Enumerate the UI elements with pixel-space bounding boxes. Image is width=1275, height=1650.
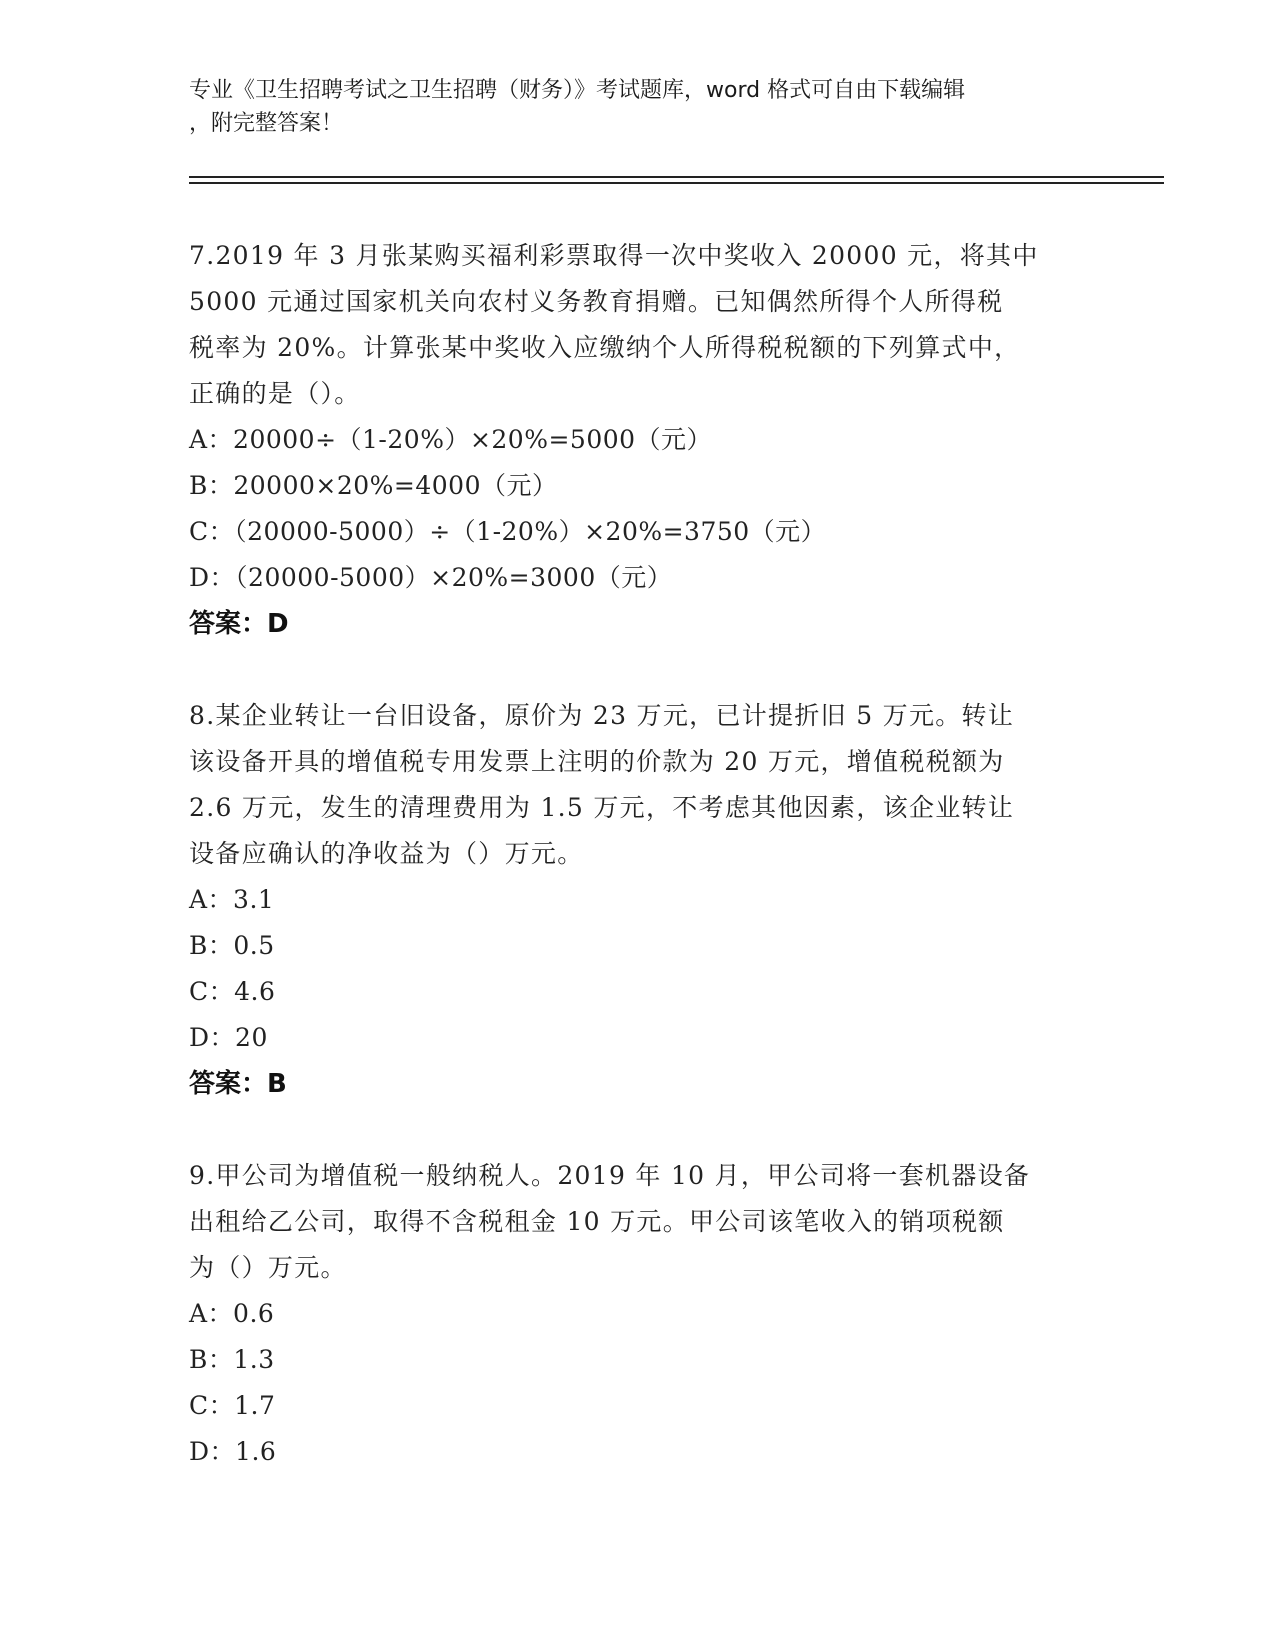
option-list [189, 1291, 1089, 1475]
answer: 答案：B [189, 1069, 287, 1099]
question-text [189, 693, 1089, 877]
option-list [189, 877, 1089, 1061]
question-line: 该设备开具的增值税专用发票上注明的价款为 20 万元，增值税税额为 [189, 747, 1005, 776]
question-line: 出租给乙公司，取得不含税租金 10 万元。甲公司该笔收入的销项税额 [189, 1207, 1005, 1236]
question-line: 9.甲公司为增值税一般纳税人。2019 年 10 月，甲公司将一套机器设备 [189, 1161, 1031, 1190]
question-line: 7.2019 年 3 月张某购买福利彩票取得一次中奖收入 20000 元，将其中 [189, 241, 1039, 270]
option-d: D：20 [189, 1023, 268, 1052]
question-line: 8.某企业转让一台旧设备，原价为 23 万元，已计提折旧 5 万元。转让 [189, 701, 1015, 730]
option-c: C：4.6 [189, 977, 276, 1006]
option-c: C：（20000-5000）÷（1-20%）×20%=3750（元） [189, 517, 827, 546]
answer: 答案：D [189, 609, 289, 639]
option-c: C：1.7 [189, 1391, 276, 1420]
option-d: D：（20000-5000）×20%=3000（元） [189, 563, 673, 592]
question-9 [189, 1153, 1089, 1475]
question-list [189, 233, 1089, 1521]
header-line: ，附完整答案！ [189, 111, 344, 136]
question-line: 正确的是（）。 [189, 379, 361, 408]
document-header [189, 74, 1069, 140]
question-line: 税率为 20%。计算张某中奖收入应缴纳个人所得税税额的下列算式中， [189, 333, 1021, 362]
option-a: A：20000÷（1-20%）×20%=5000（元） [189, 425, 713, 454]
option-b: B：1.3 [189, 1345, 275, 1374]
question-text [189, 233, 1089, 417]
question-7 [189, 233, 1089, 647]
question-line: 2.6 万元，发生的清理费用为 1.5 万元，不考虑其他因素，该企业转让 [189, 793, 1015, 822]
header-rule-bottom [189, 182, 1164, 184]
question-line: 为（）万元。 [189, 1253, 347, 1282]
question-8 [189, 693, 1089, 1107]
option-b: B：20000×20%=4000（元） [189, 471, 558, 500]
header-rule-top [189, 176, 1164, 178]
question-text [189, 1153, 1089, 1291]
option-b: B：0.5 [189, 931, 275, 960]
question-line: 5000 元通过国家机关向农村义务教育捐赠。已知偶然所得个人所得税 [189, 287, 1004, 316]
option-list [189, 417, 1089, 601]
option-a: A：0.6 [189, 1299, 275, 1328]
header-line: 专业《卫生招聘考试之卫生招聘（财务）》考试题库，word 格式可自由下载编辑 [189, 78, 966, 103]
option-a: A：3.1 [189, 885, 275, 914]
option-d: D：1.6 [189, 1437, 277, 1466]
question-line: 设备应确认的净收益为（）万元。 [189, 839, 584, 868]
